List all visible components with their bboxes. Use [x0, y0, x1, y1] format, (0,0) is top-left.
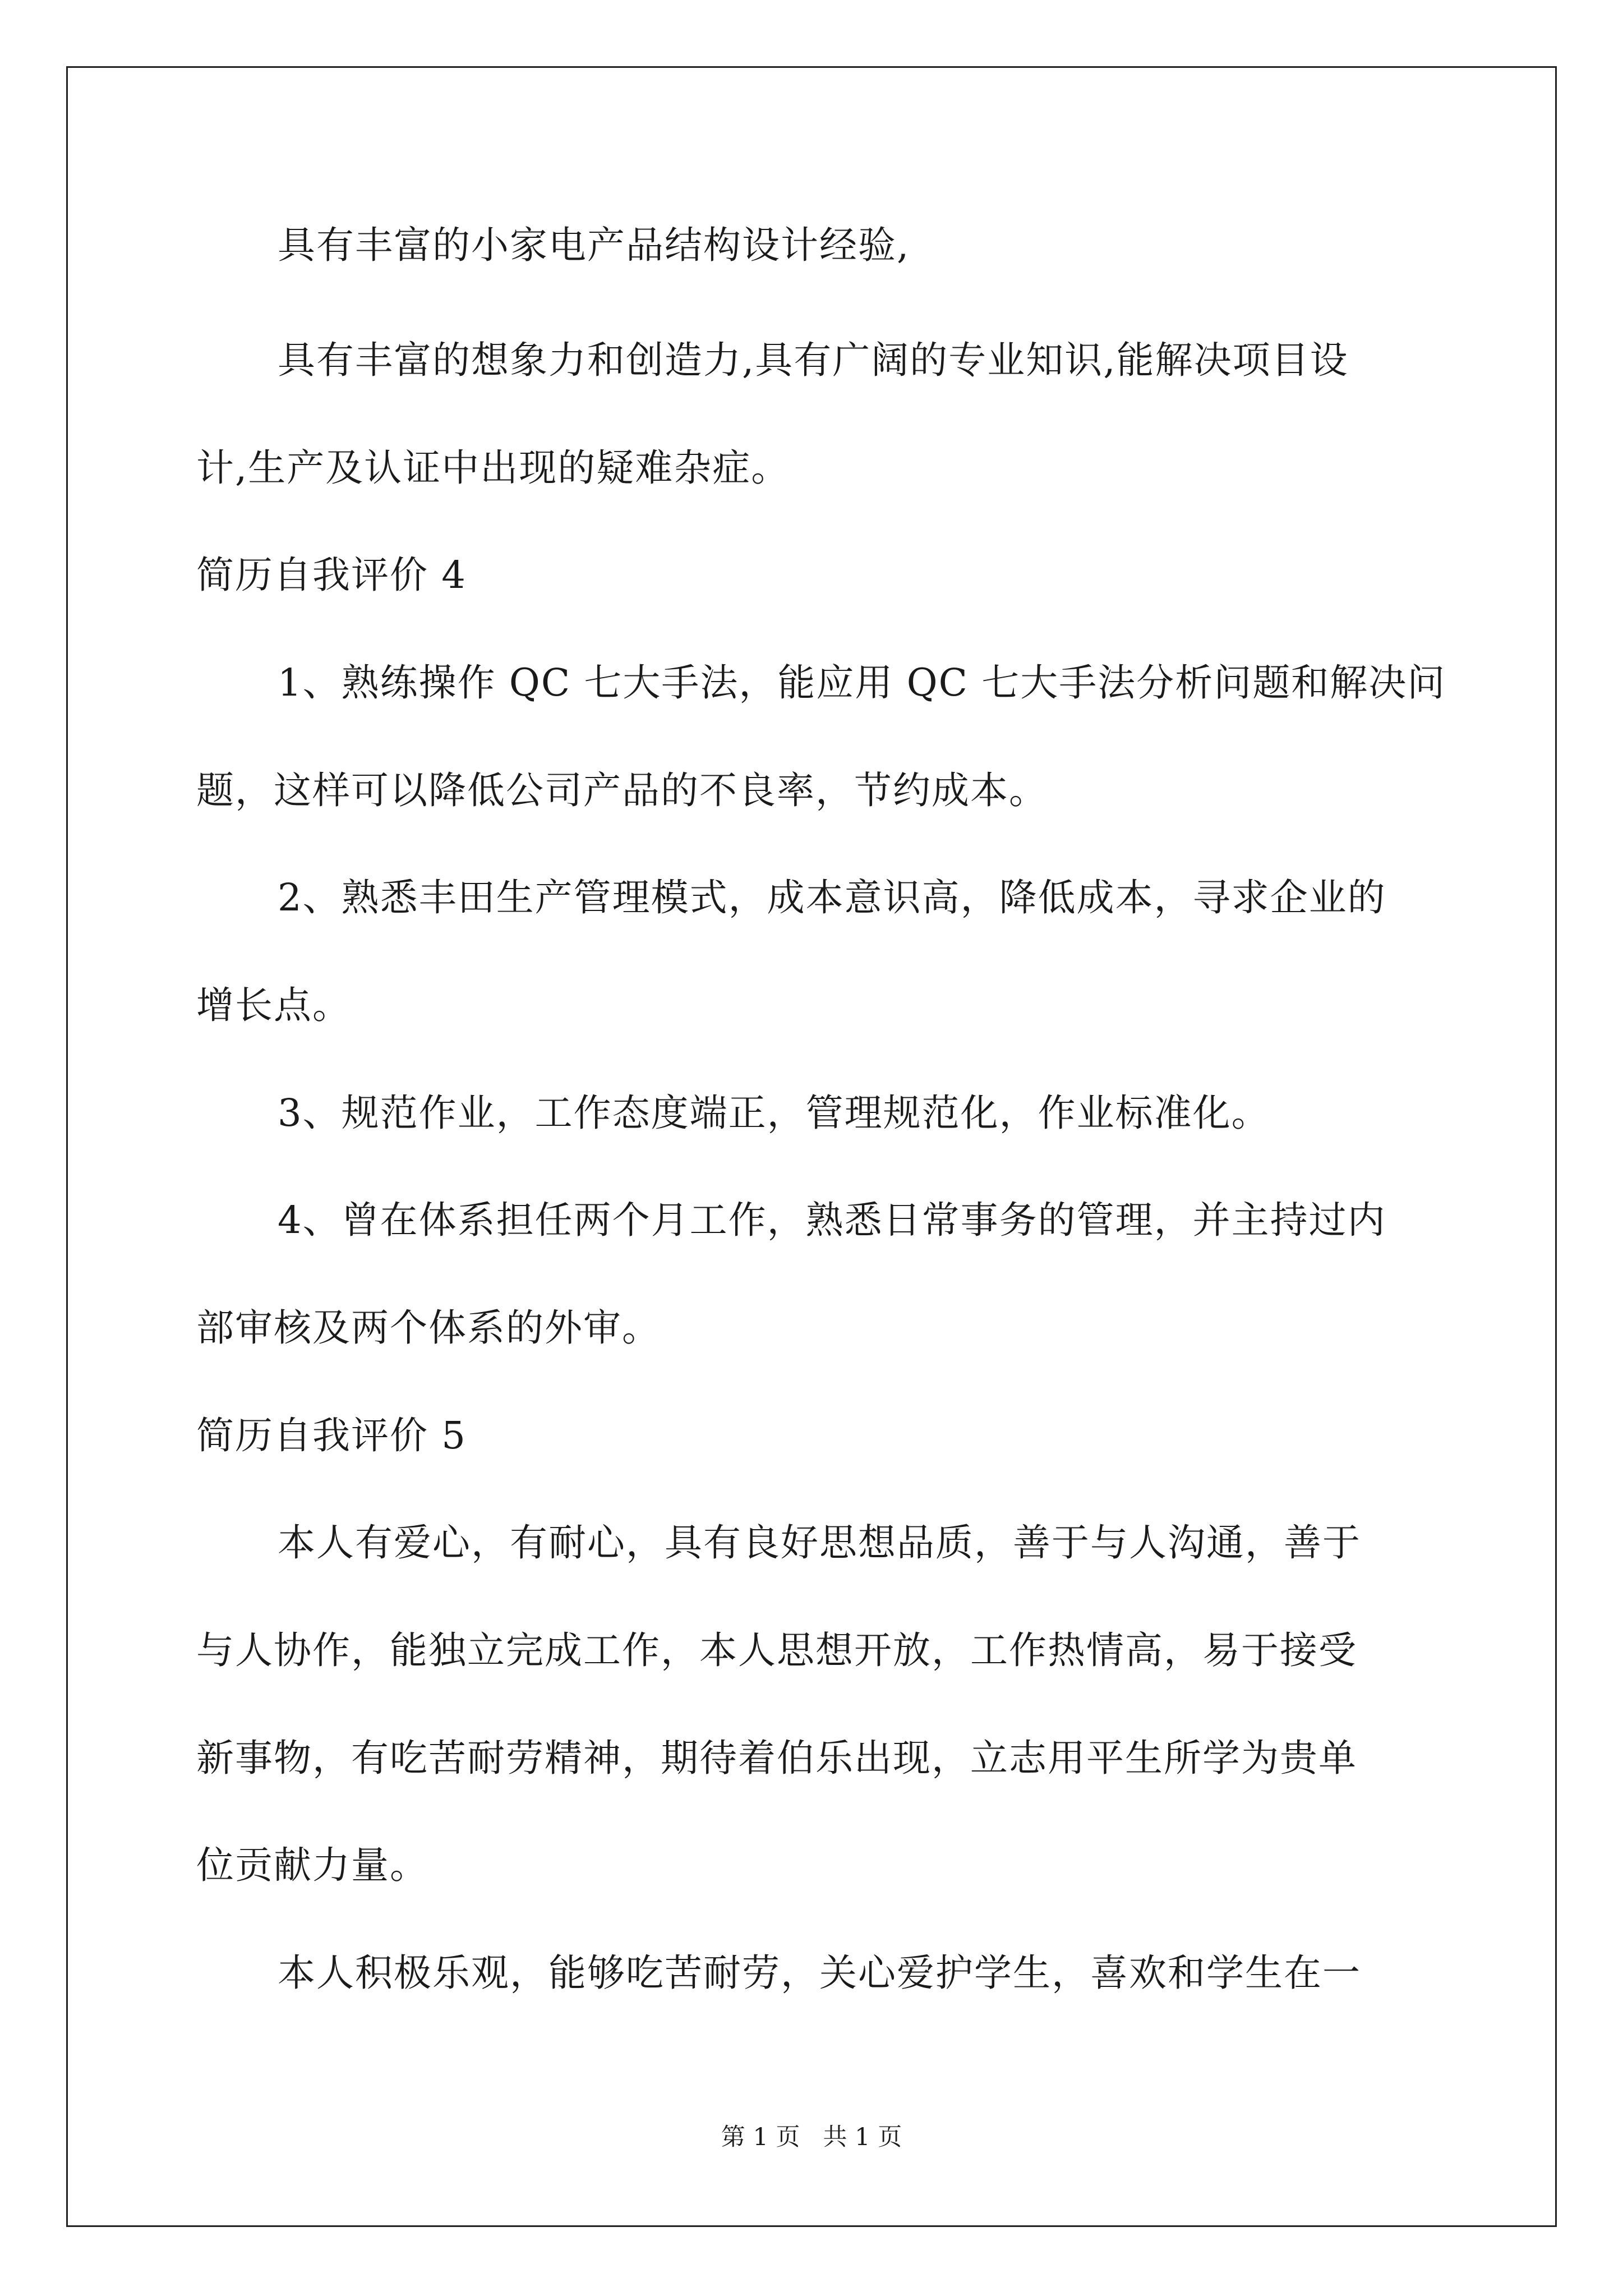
paragraph-line: 4、曾在体系担任两个月工作，熟悉日常事务的管理，并主持过内 [278, 1198, 1386, 1242]
paragraph-line: 新事物，有吃苦耐劳精神，期待着伯乐出现，立志用平生所学为贵单 [196, 1736, 1357, 1780]
paragraph-line: 题，这样可以降低公司产品的不良率，节约成本。 [196, 769, 1048, 812]
paragraph-line: 与人协作，能独立完成工作，本人思想开放，工作热情高，易于接受 [196, 1628, 1357, 1672]
paragraph-line: 1、熟练操作 QC 七大手法，能应用 QC 七大手法分析问题和解决问 [278, 661, 1446, 705]
paragraph-line: 本人有爱心，有耐心，具有良好思想品质，善于与人沟通，善于 [278, 1521, 1361, 1565]
paragraph-line: 具有丰富的想象力和创造力,具有广阔的专业知识,能解决项目设 [278, 338, 1349, 382]
paragraph-line: 本人积极乐观，能够吃苦耐劳，关心爱护学生，喜欢和学生在一 [278, 1951, 1361, 1995]
paragraph-line: 增长点。 [196, 983, 351, 1027]
paragraph-line: 具有丰富的小家电产品结构设计经验, [278, 223, 910, 267]
page-footer: 第 1 页 共 1 页 [721, 2123, 902, 2151]
paragraph-line: 3、规范作业，工作态度端正，管理规范化，作业标准化。 [278, 1091, 1270, 1135]
paragraph-line: 位贡献力量。 [196, 1843, 428, 1887]
paragraph-line: 计,生产及认证中出现的疑难杂症。 [196, 446, 790, 490]
section-heading: 简历自我评价 5 [196, 1414, 467, 1457]
paragraph-line: 部审核及两个体系的外审。 [196, 1306, 661, 1350]
page-border [66, 66, 1557, 2227]
section-heading: 简历自我评价 4 [196, 553, 467, 597]
paragraph-line: 2、熟悉丰田生产管理模式，成本意识高，降低成本，寻求企业的 [278, 876, 1386, 919]
